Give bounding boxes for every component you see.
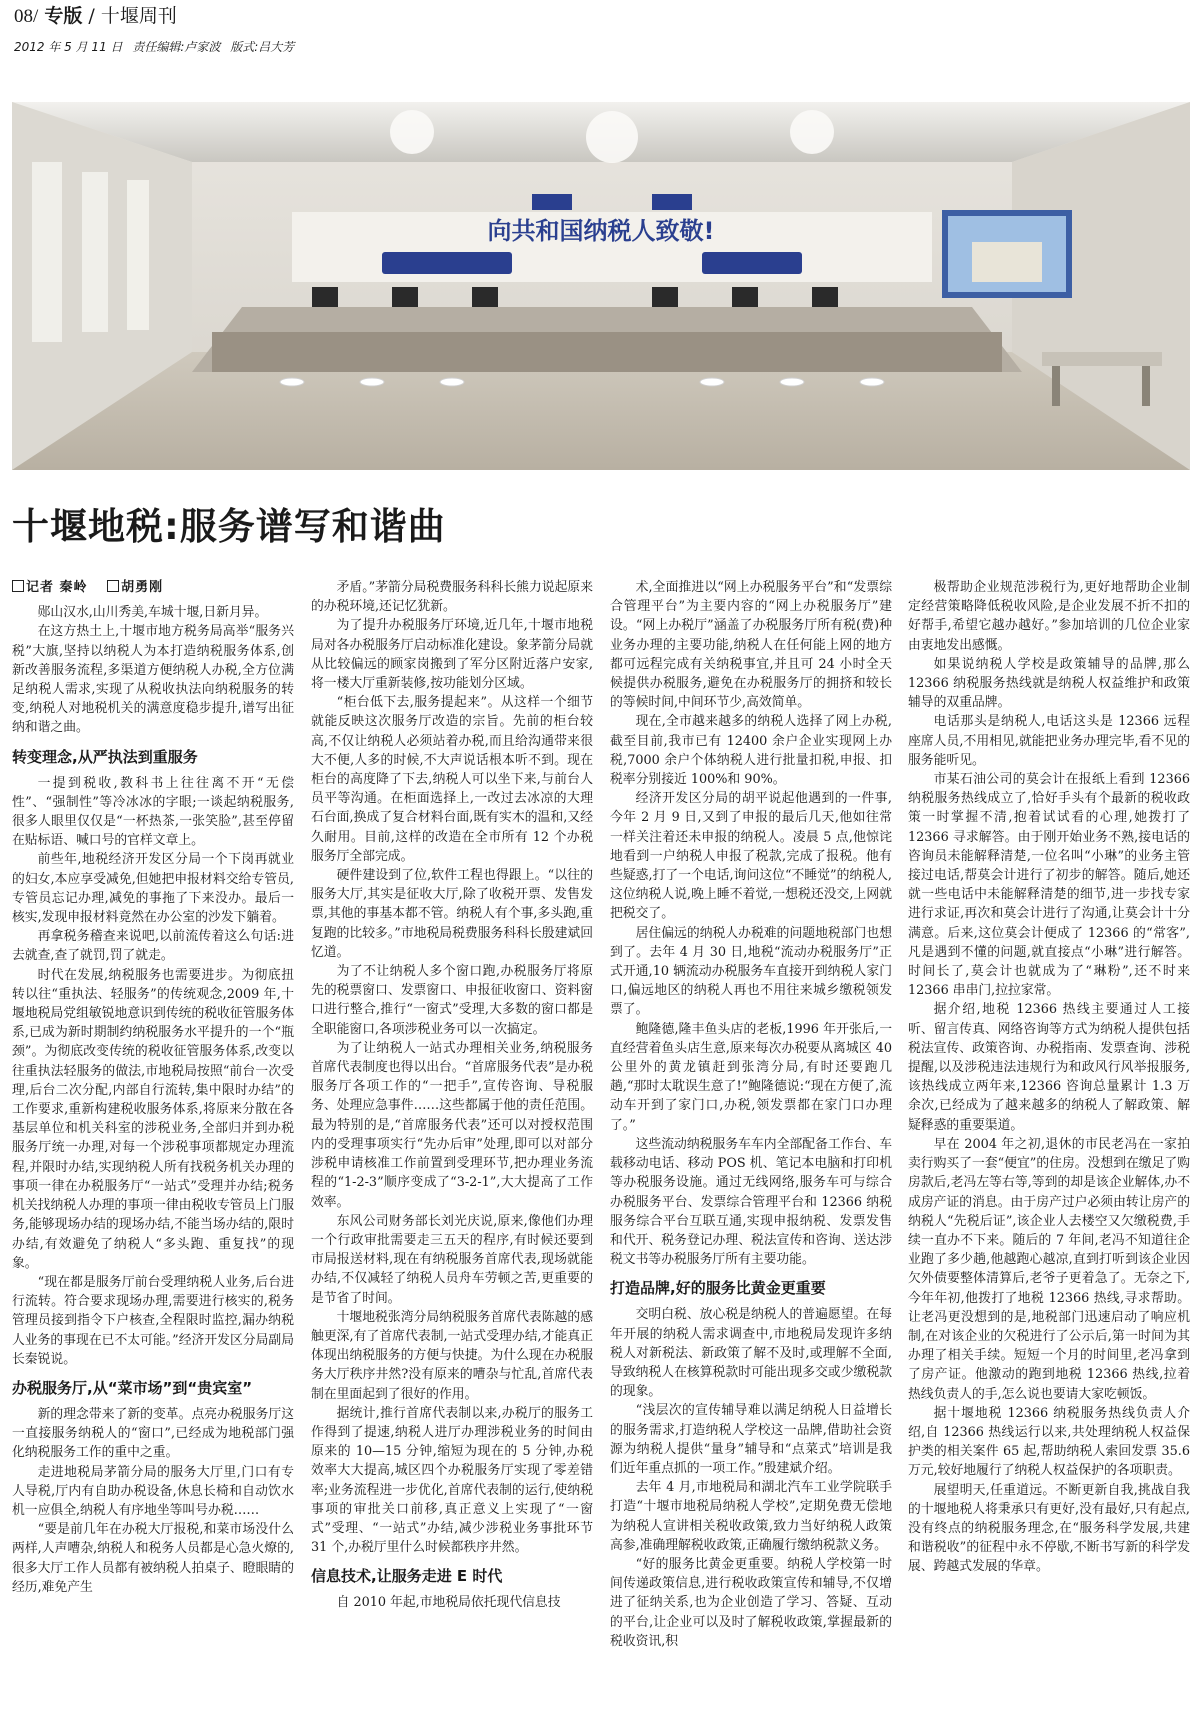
- article-paragraph: 在这方热土上,十堰市地方税务局高举“服务兴税”大旗,坚持以纳税人为本打造纳税服务体系,创新改善服务流程,多渠道方便纳税人办税,全方位满足纳税人需求,实现了从税收执法向纳税服务的转变,纳税人对地税机关的满意度稳步提升,谱写出征纳和谐之曲。: [12, 624, 294, 736]
- title-separator: /: [88, 5, 95, 27]
- article-column-2: [311, 578, 593, 1613]
- article-paragraph: 如果说纳税人学校是政策辅导的品牌,那么 12366 纳税服务热线就是纳税人权益维护和政策辅导的双重品牌。: [908, 656, 1190, 711]
- article-paragraph: “浅层次的宣传辅导难以满足纳税人日益增长的服务需求,打造纳税人学校这一品牌,借助社会资源为纳税人提供“量身”辅导和“点菜式”培训是我们近年重点抓的一项工作。”殷建斌介绍。: [610, 1403, 892, 1476]
- editor-credit: 责任编辑:卢家波: [132, 40, 221, 54]
- article-column-3: [610, 578, 892, 1651]
- article-column-1: [12, 578, 294, 1597]
- article-paragraph: “好的服务比黄金更重要。纳税人学校第一时间传递政策信息,进行税收政策宣传和辅导,不仅增进了征纳关系,也为企业创造了学习、答疑、互动的平台,让企业可以及时了解税收政策,掌握最新的税收资讯,积: [610, 1556, 892, 1649]
- service-hall-illustration: [12, 102, 1190, 470]
- article-paragraph: 交明白税、放心税是纳税人的普遍愿望。在每年开展的纳税人需求调查中,市地税局发现许多纳税人对新税法、新政策了解不及时,或理解不全面,导致纳税人在核算税款时可能出现多交或少缴税款的现象。: [610, 1307, 892, 1400]
- page-header: [0, 0, 1200, 60]
- page-title-line: [14, 4, 177, 29]
- article-paragraph: 据统计,推行首席代表制以来,办税厅的服务工作得到了提速,纳税人进厅办理涉税业务的时间由原来的 10—15 分钟,缩短为现在的 5 分钟,办税效率大大提高,城区四个办税服务厅实现了零差错率;业务流程进一步优化,首席代表制的运行,使纳税事项的审批关口前移,真正意义上实现了“一窗式”受理、“一站式”办结,减少涉税业务事批环节 31 个,办税厅里什么时候都秩序井然。: [311, 1405, 593, 1556]
- section-subheading: 打造品牌,好的服务比黄金更重要: [610, 1279, 826, 1298]
- section-subheading: 信息技术,让服务走进 E 时代: [311, 1567, 503, 1586]
- article-paragraph: 为了提升办税服务厅环境,近几年,十堰市地税局对各办税服务厅启动标准化建设。象茅箭分局就从比较偏远的顾家岗搬到了军分区附近落户安家,将一楼大厅重新装修,按功能划分区域。: [311, 618, 593, 692]
- byline-box-icon: [12, 580, 24, 592]
- article-paragraph: “柜台低下去,服务提起来”。从这样一个细节就能反映这次服务厅改造的宗旨。先前的柜台较高,不仅让纳税人必须站着办税,而且给沟通带来很大不便,人多的时候,不大声说话根本听不到。现在柜台的高度降了下去,纳税人可以坐下来,与前台人员平等沟通。在柜面选择上,一改过去冰凉的大理石台面,换成了复合材料台面,既有实木的温和,又经久耐用。目前,这样的改造在全市所有 12 个办税服务厅全部完成。: [311, 695, 593, 864]
- byline-author: 胡勇刚: [121, 580, 164, 595]
- article-paragraph: 现在,全市越来越多的纳税人选择了网上办税,截至目前,我市已有 12400 余户企业实现网上办税,7000 余户个体纳税人进行批量扣税,申报、扣税率分别接近 100%和 90%。: [610, 714, 892, 788]
- article-paragraph: “现在都是服务厅前台受理纳税人业务,后台进行流转。符合要求现场办理,需要进行核实的,税务管理员接到指令下户核查,全程限时监控,漏办纳税人业务的事现在已不太可能。”经济开发区分局副局长秦锐说。: [12, 1274, 294, 1367]
- article-paragraph: 展望明天,任重道远。不断更新自我,挑战自我的十堰地税人将秉承只有更好,没有最好,只有起点,没有终点的纳税服务理念,在“服务科学发展,共建和谐税收”的征程中永不停歇,不断书写新的科学发展、跨越式发展的华章。: [908, 1482, 1190, 1575]
- article-paragraph: “要是前几年在办税大厅报税,和菜市场没什么两样,人声嘈杂,纳税人和税务人员都是心急火燎的,很多大厅工作人员都有被纳税人拍桌子、瞪眼睛的经历,难免产生: [12, 1522, 294, 1595]
- byline-reporter: 记者 秦岭: [26, 580, 88, 595]
- section-name: 专版: [44, 5, 83, 27]
- article-paragraph: 经济开发区分局的胡平说起他遇到的一件事,今年 2 月 9 日,又到了申报的最后几天,他如往常一样关注着还未申报的纳税人。凌晨 5 点,他惊诧地看到一户纳税人申报了税款,完成了报税。他有些疑惑,打了一个电话,询问这位“不睡觉”的纳税人,这位纳税人说,晚上睡不着觉,一想税还没交,上网就把税交了。: [610, 791, 892, 922]
- section-subheading: 办税服务厅,从“菜市场”到“贵宾室”: [12, 1378, 253, 1397]
- article-paragraph: 为了不让纳税人多个窗口跑,办税服务厅将原先的税票窗口、发票窗口、申报征收窗口、资料窗口进行整合,推行“一窗式”受理,大多数的窗口都是全职能窗口,各项涉税业务可以一次搞定。: [311, 964, 593, 1037]
- photo-banner: 向共和国纳税人致敬!: [487, 217, 715, 245]
- article-paragraph: 为了让纳税人一站式办理相关业务,纳税服务首席代表制度也得以出台。“首席服务代表”是办税服务厅各项工作的“一把手”,宣传咨询、导税服务、处理应急事件……这些都属于他的责任范围。最为特别的是,“首席服务代表”还可以对授权范围内的受理事项实行“先办后审”处理,即可以对部分涉税申请核准工作前置到受理环节,把办理业务流程的“1-2-3”顺序变成了“3-2-1”,大大提高了工作效率。: [311, 1040, 593, 1210]
- article-paragraph: 新的理念带来了新的变革。点亮办税服务厅这一直接服务纳税人的“窗口”,已经成为地税部门强化纳税服务工作的重中之重。: [12, 1406, 294, 1461]
- edition-info: [14, 38, 300, 55]
- section-subheading: 转变理念,从严执法到重服务: [12, 747, 198, 766]
- article-headline: 十堰地税:服务谱写和谐曲: [12, 505, 446, 548]
- article-paragraph: 矛盾。”茅箭分局税费服务科科长熊力说起原来的办税环境,还记忆犹新。: [311, 580, 593, 615]
- article-paragraph: 前些年,地税经济开发区分局一个下岗再就业的妇女,本应享受减免,但她把申报材料交给专管员,专管员忘记办理,减免的事拖了下来没办。最后一核实,发现申报材料竟然在办公室的沙发下躺着。: [12, 852, 294, 926]
- article-paragraph: 再拿税务稽查来说吧,以前流传着这么句话:进去就查,查了就罚,罚了就走。: [12, 929, 294, 964]
- article-paragraph: 硬件建设到了位,软件工程也得跟上。“以往的服务大厅,其实是征收大厅,除了收税开票、发售发票,其他的事基本都不管。纳税人有个事,多头跑,重复跑的比较多。”市地税局税费服务科科长殷建斌回忆道。: [311, 868, 593, 960]
- article-paragraph: 电话那头是纳税人,电话这头是 12366 远程座席人员,不用相见,就能把业务办理完毕,看不见的服务能听见。: [908, 714, 1190, 768]
- publication-name: 十堰周刊: [100, 5, 177, 27]
- article-paragraph: 据十堰地税 12366 纳税服务热线负责人介绍,自 12366 热线运行以来,共处理纳税人权益保护类的相关案件 65 起,帮助纳税人索回发票 35.6 万元,较好地履行了纳税人权益保护的各项职责。: [908, 1405, 1190, 1479]
- article-paragraph: 东风公司财务部长刘光庆说,原来,像他们办理一个行政审批需要走三五天的程序,有时候还要到市局报送材料,现在有纳税服务首席代表,现场就能办结,不仅减轻了纳税人员舟车劳顿之苦,更重要的是节省了时间。: [311, 1213, 593, 1306]
- article-byline: [12, 578, 294, 597]
- article-paragraph: 早在 2004 年之初,退休的市民老冯在一家拍卖行购买了一套“便宜”的住房。没想到在缴足了购房款后,老冯左等右等,等到的却是该企业解体,办不成房产证的消息。由于房产过户必须由转让房产的纳税人“先税后证”,该企业人去楼空又欠缴税费,手续一直办不下来。随后的 7 年间,老冯不知道往企业跑了多少趟,他越跑心越凉,直到打听到该企业因欠外债要整体清算后,老爷子更着急了。无奈之下,今年年初,他拨打了地税 12366 热线,寻求帮助。让老冯更没想到的是,地税部门迅速启动了响应机制,在对该企业的欠税进行了公示后,第一时间为其办理了相关手续。短短一个月的时间里,老冯拿到了房产证。他激动的跑到地税 12366 热线,拉着热线负责人的手,怎么说也要请大家吃顿饭。: [908, 1136, 1190, 1402]
- layout-credit: 版式:吕大芳: [230, 40, 295, 54]
- article-paragraph: 走进地税局茅箭分局的服务大厅里,门口有专人导税,厅内有自助办税设备,休息长椅和自动饮水机一应俱全,纳税人有序地坐等叫号办税……: [12, 1464, 294, 1518]
- article-paragraph: 十堰地税张湾分局纳税服务首席代表陈越的感触更深,有了首席代表制,一站式受理办结,才能真正体现出纳税服务的方便与快捷。为什么现在办税服务大厅秩序井然?没有原来的嘈杂与忙乱,首席代表制在里面起到了很好的作用。: [311, 1309, 593, 1402]
- article-paragraph: 一提到税收,教科书上往往离不开“无偿性”、“强制性”等冷冰冰的字眼;一谈起纳税服务,很多人眼里仅仅是“一杯热茶,一张笑脸”,甚至停留在贴标语、喊口号的官样文章上。: [12, 775, 294, 849]
- article-paragraph: 这些流动纳税服务车车内全部配备工作台、车载移动电话、移动 POS 机、笔记本电脑和打印机等办税服务设施。通过无线网络,服务车可与综合办税服务平台、发票综合管理平台和 12366 纳税服务综合平台互联互通,实现申报纳税、发票发售和代开、税务登记办理、税法宣传和咨询、送达涉税文书等办税服务厅所有主要功能。: [610, 1136, 892, 1268]
- article-paragraph: 鲍隆德,隆丰鱼头店的老板,1996 年开张后,一直经营着鱼头店生意,原来每次办税要从离城区 40 公里外的黄龙镇赶到张湾分局,有时还要跑几趟,“那时太耽误生意了!”鲍隆德说:“现在方便了,流动车开到了家门口,办税,领发票都在家门口办理了。”: [610, 1021, 892, 1133]
- article-column-4: [908, 578, 1190, 1577]
- article-paragraph: 市某石油公司的莫会计在报纸上看到 12366 纳税服务热线成立了,恰好手头有个最新的税收政策一时掌握不清,抱着试试看的心理,她拨打了 12366 寻求解答。由于刚开始业务不熟,接电话的咨询员未能解释清楚,一位名叫“小琳”的业务主管接过电话,帮莫会计进行了初步的解答。随后,她还就一些电话中未能解释清楚的细节,进一步找专家进行求证,再次和莫会计进行了沟通,让莫会计十分满意。后来,这位莫会计便成了 12366 的“常客”,凡是遇到不懂的问题,就直接点“小琳”进行解答。时间长了,莫会计也就成为了“琳粉”,还不时来 12366 串串门,拉拉家常。: [908, 772, 1190, 999]
- article-paragraph: 据介绍,地税 12366 热线主要通过人工接听、留言传真、网络咨询等方式为纳税人提供包括税法宣传、政策咨询、办税指南、发票查询、涉税提醒,以及涉税违法违规行为和政风行风举报服务,该热线成立两年来,12366 咨询总量累计 1.3 万余次,已经成为了越来越多的纳税人了解政策、解疑释惑的重要渠道。: [908, 1002, 1190, 1133]
- article-paragraph: 郧山汉水,山川秀美,车城十堰,日新月异。: [37, 605, 268, 621]
- article-paragraph: 自 2010 年起,市地税局依托现代信息技: [336, 1595, 561, 1611]
- page-number: 08/: [14, 6, 39, 27]
- article-paragraph: 去年 4 月,市地税局和湖北汽车工业学院联手打造“十堰市地税局纳税人学校”,定期免费无偿地为纳税人宣讲相关税收政策,致力当好纳税人政策高参,准确理解税收政策,正确履行缴纳税款义务。: [610, 1480, 892, 1553]
- article-paragraph: 术,全面推进以“网上办税服务平台”和“发票综合管理平台”为主要内容的“网上办税服务厅”建设。“网上办税厅”涵盖了办税服务厅所有税(费)种业务办理的主要功能,纳税人在任何能上网的地方都可远程完成有关纳税事宜,并且可 24 小时全天候提供办税服务,避免在办税服务厅的拥挤和较长的等候时间,中间环节少,高效简单。: [610, 580, 892, 711]
- article-paragraph: 极帮助企业规范涉税行为,更好地帮助企业制定经营策略降低税收风险,是企业发展不折不扣的好帮手,希望它越办越好。”参加培训的几位企业家由衷地发出感慨。: [908, 580, 1190, 653]
- article-paragraph: 居住偏远的纳税人办税难的问题地税部门也想到了。去年 4 月 30 日,地税“流动办税服务厅”正式开通,10 辆流动办税服务车直接开到纳税人家门口,偏远地区的纳税人再也不用往来城乡缴税领发票了。: [610, 925, 892, 1018]
- service-hall-photo: [12, 102, 1190, 470]
- article-paragraph: 时代在发展,纳税服务也需要进步。为彻底扭转以往“重执法、轻服务”的传统观念,2009 年,十堰地税局党组敏锐地意识到传统的税收征管服务体系,已成为新时期制约纳税服务水平提升的一个“瓶颈”。为彻底改变传统的税收征管服务体系,改变以往重执法轻服务的做法,市地税局按照“前台一次受理,后台二次分配,内部自行流转,集中限时办结”的工作要求,重新构建税收服务体系,将原来分散在各基层单位和机关科室的涉税业务,全部归并到办税服务厅统一办理,对每一个涉税事项都规定办理流程,并限时办结,实现纳税人所有找税务机关办理的事项一律在办税服务厅“一站式”受理并办结;税务机关找纳税人办理的事项一律由税收专管员上门服务,能够现场办结的现场办结,不能当场办结的,限时办结,有效避免了纳税人“多头跑、重复找”的现象。: [12, 967, 294, 1271]
- byline-box-icon: [107, 580, 119, 592]
- issue-date: 2012 年 5 月 11 日: [14, 40, 123, 54]
